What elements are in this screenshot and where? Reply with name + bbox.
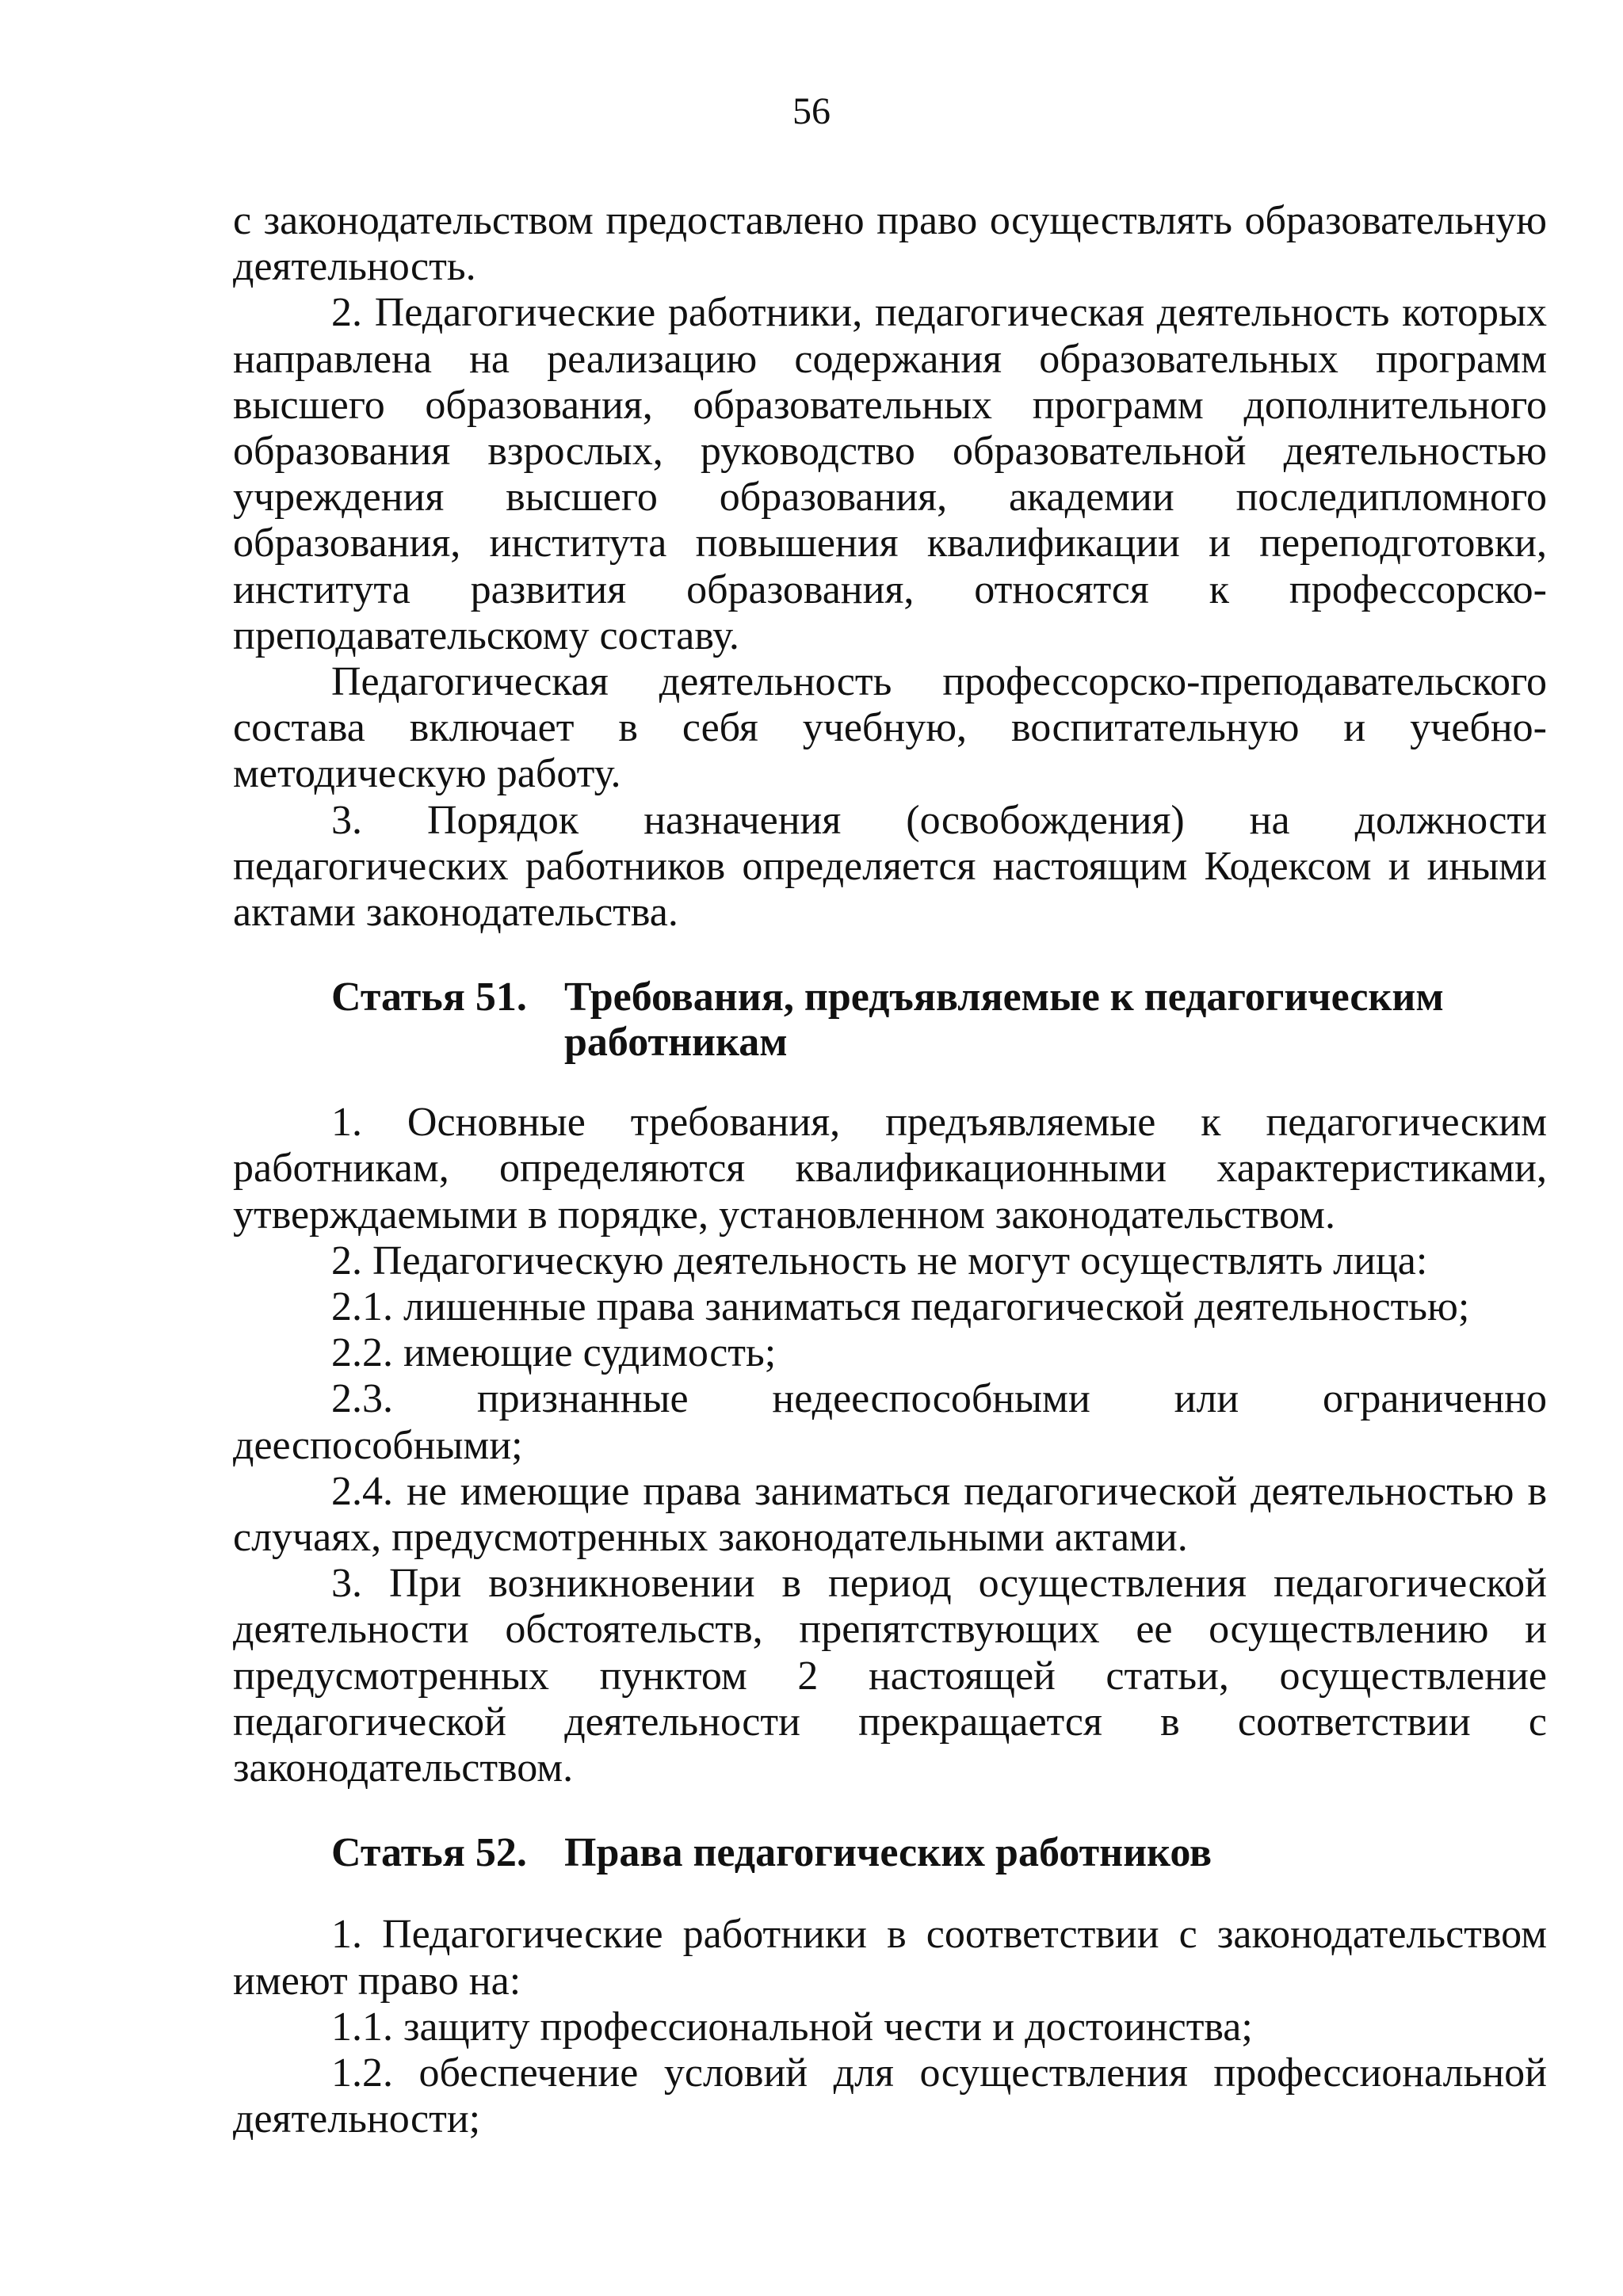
- article-51-title: Требования, предъявляемые к педагогическим работникам: [564, 974, 1444, 1066]
- paragraph-continuation: с законодательством предоставлено право осуществлять образовательную деятельность.: [233, 198, 1547, 290]
- article-51-item-3: 3. При возникновении в период осуществления педагогической деятельности обстоятельств, препятствующих ее осуществлению и предусмотренных пунктом 2 настоящей статьи, осуществление педагогической деятельности прекращается в соответствии с законодательством.: [233, 1561, 1547, 1791]
- article-52-item-1-2: 1.2. обеспечение условий для осуществления профессиональной деятельности;: [233, 2050, 1547, 2142]
- paragraph-item-3: 3. Порядок назначения (освобождения) на должности педагогических работников определяется настоящим Кодексом и иными актами законодательства.: [233, 797, 1547, 936]
- article-51-item-2: 2. Педагогическую деятельность не могут осуществлять лица:: [331, 1238, 1428, 1283]
- article-51-item-2-4: 2.4. не имеющие права заниматься педагогической деятельностью в случаях, предусмотренных законодательными актами.: [233, 1468, 1547, 1561]
- article-51-number: Статья 51.: [331, 974, 527, 1020]
- paragraph-item-2: 2. Педагогические работники, педагогическая деятельность которых направлена на реализацию содержания образовательных программ высшего образования, образовательных программ дополнительного образования взрослых, руководство образовательной деятельностью учреждения высшего образования, академии последипломного образования, института повышения квалификации и переподготовки, института развития образования, относятся к профессорско-преподавательскому составу.: [233, 290, 1547, 658]
- article-52-title: Права педагогических работников: [564, 1830, 1212, 1876]
- article-51-item-1: 1. Основные требования, предъявляемые к педагогическим работникам, определяются квалификационными характеристиками, утверждаемыми в порядке, установленном законодательством.: [233, 1100, 1547, 1238]
- article-51-item-2-1: 2.1. лишенные права заниматься педагогической деятельностью;: [331, 1284, 1470, 1330]
- article-51-item-2-3: 2.3. признанные недееспособными или ограниченно дееспособными;: [233, 1376, 1547, 1468]
- article-51-item-2-2: 2.2. имеющие судимость;: [331, 1330, 777, 1376]
- paragraph-pps-activity: Педагогическая деятельность профессорско-преподавательского состава включает в себя учебную, воспитательную и учебно-методическую работу.: [233, 659, 1547, 797]
- document-body: [233, 198, 1547, 2142]
- article-52-heading: [233, 1830, 1547, 1875]
- article-51-heading: [233, 974, 1547, 1065]
- article-52-number: Статья 52.: [331, 1830, 527, 1876]
- article-52-item-1-1: 1.1. защиту профессиональной чести и достоинства;: [331, 2004, 1253, 2050]
- article-52-item-1: 1. Педагогические работники в соответствии с законодательством имеют право на:: [233, 1912, 1547, 2004]
- page-number: 56: [792, 90, 831, 132]
